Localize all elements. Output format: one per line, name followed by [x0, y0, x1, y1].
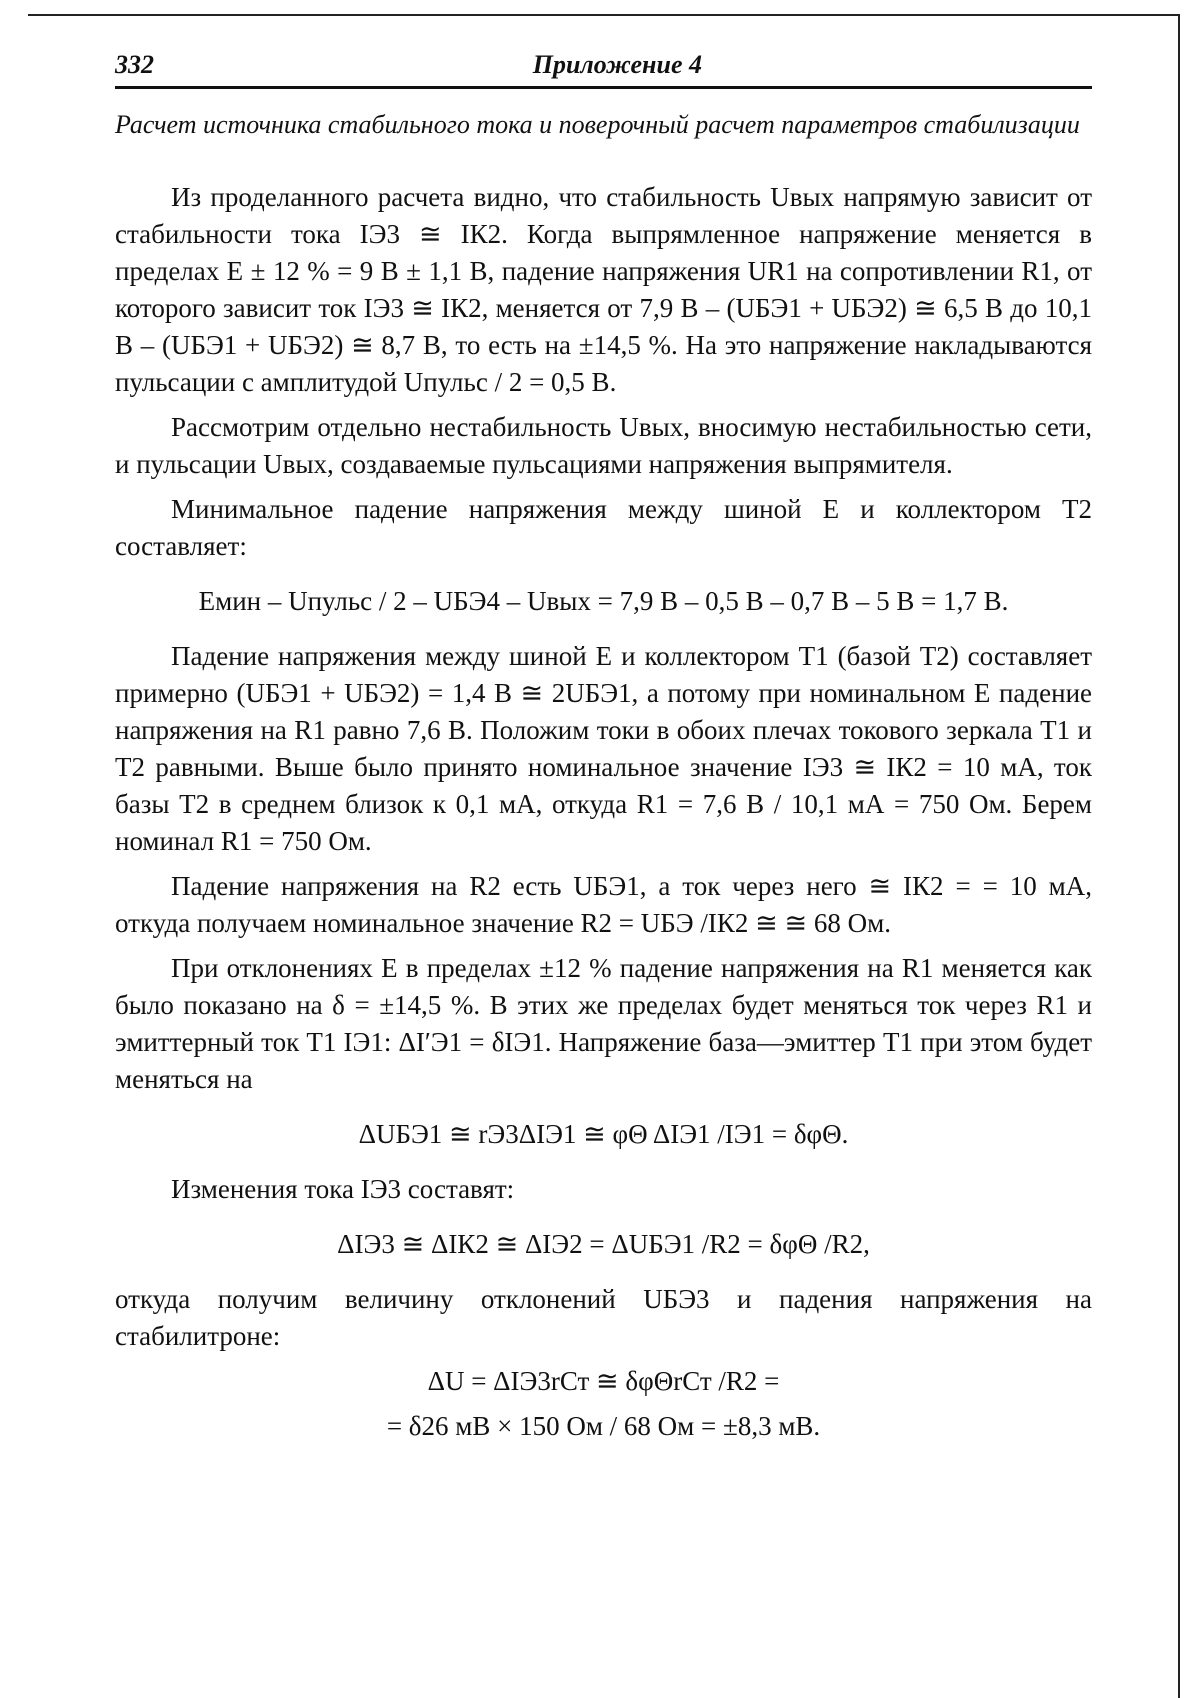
- top-border-line: [28, 14, 1180, 16]
- paragraph-4: Падение напряжения между шиной E и коллектором T1 (базой T2) составляет примерно (UБЭ1 + UБЭ2) = 1,4 В ≅ 2UБЭ1, а потому при номинальном E падение напряжения на R1 равно 7,6 В. Положим токи в обоих плечах токового зеркала T1 и T2 равными. Выше было принято номинальное значение IЭ3 ≅ IК2 = 10 мА, ток базы T2 в среднем близок к 0,1 мА, откуда R1 = 7,6 В / 10,1 мА = 750 Ом. Берем номинал R1 = 750 Ом.: [115, 641, 1092, 856]
- paragraph-6: При отклонениях E в пределах ±12 % падение напряжения на R1 меняется как было показано на δ = ±14,5 %. В этих же пределах будет меняться ток через R1 и эмиттерный ток T1 IЭ1: ΔI′Э1 = δIЭ1. Напряжение база—эмиттер T1 при этом будет меняться на: [115, 953, 1092, 1094]
- paragraph-7: Изменения тока IЭ3 составят:: [171, 1174, 515, 1204]
- book-page: [115, 50, 1092, 1453]
- running-header: [115, 50, 1092, 89]
- paragraph-8: откуда получим величину отклонений UБЭ3 и падения напряжения на стабилитроне:: [115, 1284, 1092, 1351]
- formula-3: ΔIЭ3 ≅ ΔIК2 ≅ ΔIЭ2 = ΔUБЭ1 /R2 = δφΘ /R2,: [337, 1229, 870, 1259]
- page-number: 332: [115, 50, 154, 79]
- paragraph-1: Из проделанного расчета видно, что стабильность Uвых напрямую зависит от стабильности тока IЭ3 ≅ IК2. Когда выпрямленное напряжение меняется в пределах E ± 12 % = 9 В ± 1,1 В, падение напряжения UR1 на сопротивлении R1, от которого зависит ток IЭ3 ≅ IК2, меняется от 7,9 В – (UБЭ1 + UБЭ2) ≅ 6,5 В до 10,1 В – (UБЭ1 + UБЭ2) ≅ 8,7 В, то есть на ±14,5 %. На это напряжение накладываются пульсации с амплитудой Uпульс / 2 = 0,5 В.: [115, 182, 1092, 397]
- formula-1: Eмин – Uпульс / 2 – UБЭ4 – Uвых = 7,9 В – 0,5 В – 0,7 В – 5 В = 1,7 В.: [198, 586, 1009, 616]
- formula-4b: = δ26 мВ × 150 Ом / 68 Ом = ±8,3 мВ.: [386, 1411, 821, 1441]
- formula-4a: ΔU = ΔIЭ3rСт ≅ δφΘrСт /R2 =: [427, 1366, 780, 1396]
- paragraph-2: Рассмотрим отдельно нестабильность Uвых, вносимую нестабильностью сети, и пульсации Uвых, создаваемые пульсациями напряжения выпрямителя.: [115, 412, 1092, 479]
- section-title: Расчет источника стабильного тока и поверочный расчет параметров стабилизации: [115, 110, 1080, 139]
- right-border-line: [1178, 14, 1180, 1698]
- running-title: Приложение 4: [532, 50, 702, 79]
- formula-2: ΔUБЭ1 ≅ rЭ3ΔIЭ1 ≅ φΘ ΔIЭ1 /IЭ1 = δφΘ.: [358, 1119, 849, 1149]
- paragraph-3: Минимальное падение напряжения между шиной E и коллектором T2 составляет:: [115, 494, 1092, 561]
- paragraph-5: Падение напряжения на R2 есть UБЭ1, а ток через него ≅ IК2 = = 10 мА, откуда получаем номинальное значение R2 = UБЭ /IК2 ≅ ≅ 68 Ом.: [115, 871, 1092, 938]
